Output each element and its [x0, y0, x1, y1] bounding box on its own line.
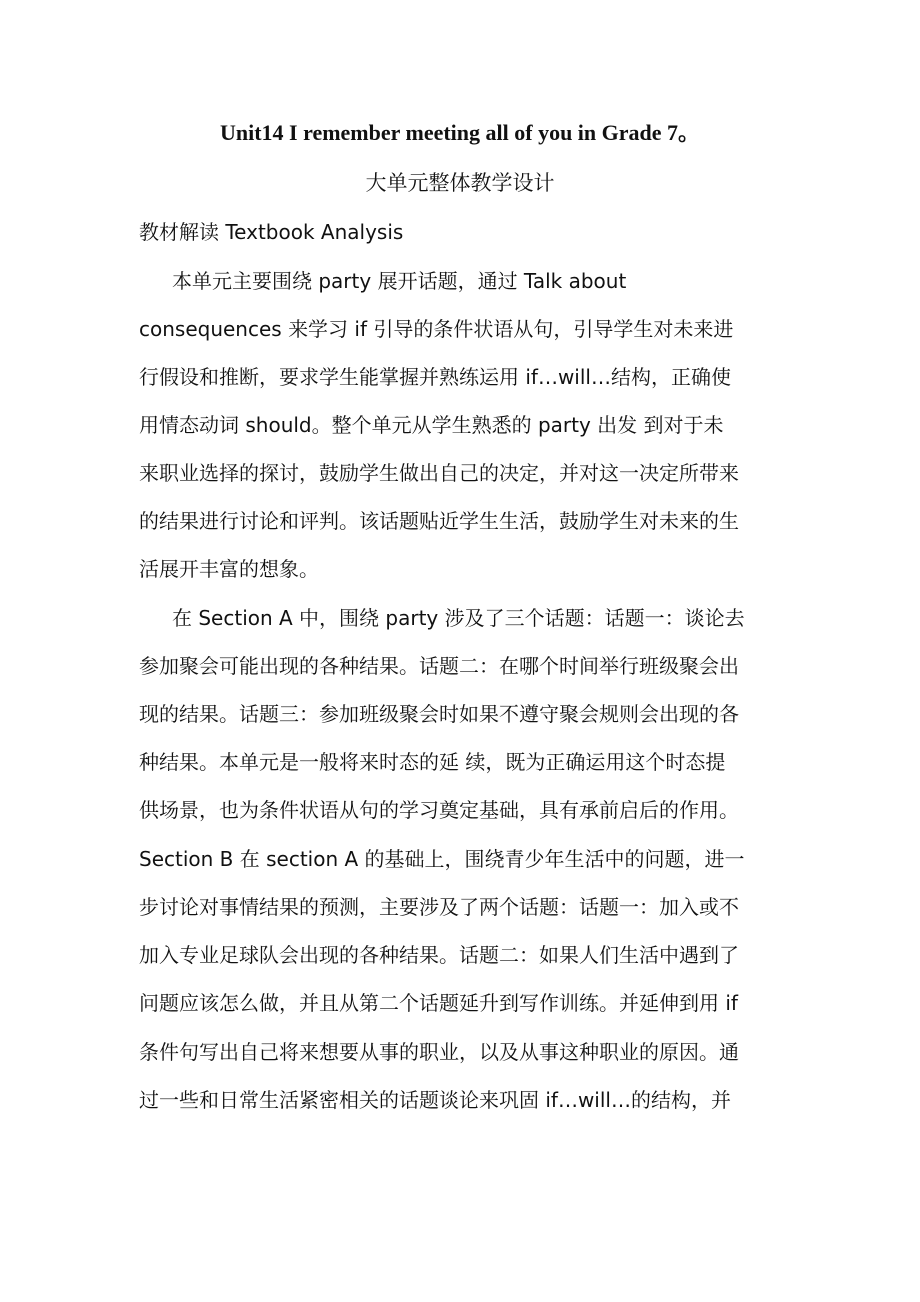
paragraph-line: 步讨论对事情结果的预测，主要涉及了两个话题：话题一：加入或不 [139, 895, 739, 919]
paragraph-line: 过一些和日常生活紧密相关的话题谈论来巩固 if…will…的结构，并 [139, 1088, 731, 1112]
paragraph-line: 参加聚会可能出现的各种结果。话题二：在哪个时间举行班级聚会出 [139, 654, 739, 678]
paragraph-line: 本单元主要围绕 party 展开话题，通过 Talk about [172, 269, 627, 293]
paragraph-line: 活展开丰富的想象。 [139, 557, 319, 581]
document-title: Unit14 I remember meeting all of you in Grade 7。 [219, 120, 701, 145]
paragraph-line: 加入专业足球队会出现的各种结果。话题二：如果人们生活中遇到了 [139, 943, 739, 967]
paragraph-line: 条件句写出自己将来想要从事的职业，以及从事这种职业的原因。通 [139, 1040, 739, 1064]
section-heading: 教材解读 Textbook Analysis [139, 220, 404, 244]
paragraph-line: 的结果进行讨论和评判。该话题贴近学生生活，鼓励学生对未来的生 [139, 509, 739, 533]
paragraph-line: 种结果。本单元是一般将来时态的延 续，既为正确运用这个时态提 [139, 750, 726, 774]
paragraph-line: 用情态动词 should。整个单元从学生熟悉的 party 出发 到对于未 [139, 413, 724, 437]
paragraph-line: Section B 在 section A 的基础上，围绕青少年生活中的问题，进一 [139, 847, 745, 871]
paragraph-line: 现的结果。话题三：参加班级聚会时如果不遵守聚会规则会出现的各 [139, 702, 739, 726]
document-subtitle: 大单元整体教学设计 [365, 171, 555, 195]
paragraph-line: consequences 来学习 if 引导的条件状语从句，引导学生对未来进 [139, 317, 734, 341]
paragraph-line: 供场景，也为条件状语从句的学习奠定基础，具有承前启后的作用。 [139, 798, 739, 822]
paragraph-line: 行假设和推断，要求学生能掌握并熟练运用 if…will…结构，正确使 [139, 365, 731, 389]
paragraph-line: 在 Section A 中，围绕 party 涉及了三个话题：话题一：谈论去 [172, 606, 745, 630]
paragraph-line: 问题应该怎么做，并且从第二个话题延升到写作训练。并延伸到用 if [139, 991, 738, 1015]
paragraph-line: 来职业选择的探讨，鼓励学生做出自己的决定，并对这一决定所带来 [139, 461, 739, 485]
